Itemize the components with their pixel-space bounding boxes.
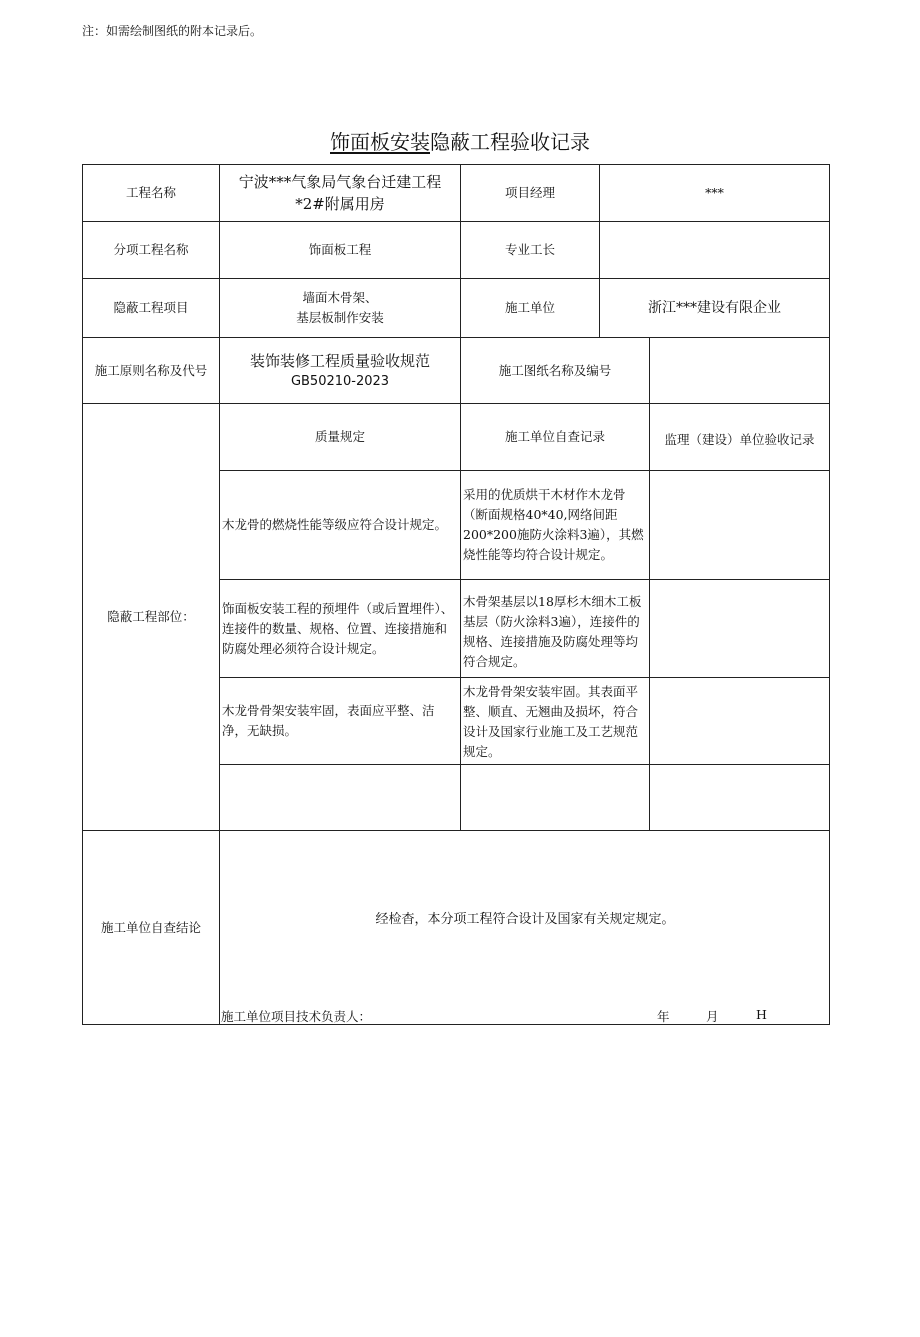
date-month: 月 xyxy=(706,1009,719,1024)
requirement-row-2: 饰面板安装工程的预埋件（或后置埋件）、连接件的数量、规格、位置、连接措施和防腐处理必须符合设计规定。 xyxy=(219,579,461,678)
supervision-row-3 xyxy=(649,677,830,765)
supervision-row-4 xyxy=(649,764,830,831)
subproject-value: 饰面板工程 xyxy=(219,221,461,279)
requirement-row-3: 木龙骨骨架安装牢固，表面应平整、洁净，无缺损。 xyxy=(219,677,461,765)
date-year: 年 xyxy=(657,1009,670,1024)
col-supervision-header: 监理（建设）单位验收记录 xyxy=(649,403,830,471)
standard-name: 装饰装修工程质量验收规范 xyxy=(249,352,430,371)
conclusion-label: 施工单位自查结论 xyxy=(82,830,220,1025)
standard-code: GB50210-2023 xyxy=(290,373,390,389)
requirement-row-1: 木龙骨的燃烧性能等级应符合设计规定。 xyxy=(219,470,461,580)
col-self-check-header: 施工单位自查记录 xyxy=(460,403,650,471)
unit-label: 施工单位 xyxy=(460,278,600,338)
supervision-row-1 xyxy=(649,470,830,580)
page-title xyxy=(0,126,920,155)
record-row-2: 木骨架基层以18厚杉木细木工板基层（防火涂料3遍），连接件的规格、连接措施及防腐处理等均符合规定。 xyxy=(460,579,650,678)
standard-label: 施工原则名称及代号 xyxy=(82,337,220,404)
signer-label: 施工单位项目技术负责人： xyxy=(221,1009,372,1024)
date-day: H xyxy=(756,1007,767,1022)
title-suffix: 隐蔽工程验收记录 xyxy=(430,130,590,154)
unit-value: 浙江***建设有限企业 xyxy=(599,278,830,338)
project-name-value xyxy=(219,164,461,222)
conclusion-box xyxy=(219,830,830,1025)
manager-value: *** xyxy=(599,164,830,222)
section-label: 隐蔽工程部位： xyxy=(82,403,220,831)
conclusion-text: 经检杳，本分项工程符合设计及国家有关规定规定。 xyxy=(375,912,675,927)
drawing-value xyxy=(649,337,830,404)
hidden-item-line1: 墙面木骨架、 xyxy=(302,290,378,305)
manager-label: 项目经理 xyxy=(460,164,600,222)
record-row-3: 木龙骨骨架安装牢固。其表面平整、顺直、无翘曲及损坏，符合设计及国家行业施工及工艺规范规定。 xyxy=(460,677,650,765)
hidden-item-value xyxy=(219,278,461,338)
hidden-item-line2: 基层板制作安装 xyxy=(296,310,384,325)
foreman-label: 专业工长 xyxy=(460,221,600,279)
requirement-row-4 xyxy=(219,764,461,831)
subproject-label: 分项工程名称 xyxy=(82,221,220,279)
standard-value xyxy=(219,337,461,404)
record-row-4 xyxy=(460,764,650,831)
note-text: 注：如需绘制图纸的附本记录后。 xyxy=(82,24,263,38)
project-name-label: 工程名称 xyxy=(82,164,220,222)
drawing-label: 施工图纸名称及编号 xyxy=(460,337,650,404)
col-quality-header: 质量规定 xyxy=(219,403,461,471)
foreman-value xyxy=(599,221,830,279)
supervision-row-2 xyxy=(649,579,830,678)
title-prefix: 饰面板安装 xyxy=(330,130,430,154)
hidden-item-label: 隐蔽工程项目 xyxy=(82,278,220,338)
record-row-1: 采用的优质烘干木材作木龙骨（断面规格40*40,网络间距200*200施防火涂料3遍），其燃烧性能等均符合设计规定。 xyxy=(460,470,650,580)
project-name-line2: *2#附属用房 xyxy=(295,195,385,213)
project-name-line1: 宁波***气象局气象台迁建工程 xyxy=(238,172,442,191)
